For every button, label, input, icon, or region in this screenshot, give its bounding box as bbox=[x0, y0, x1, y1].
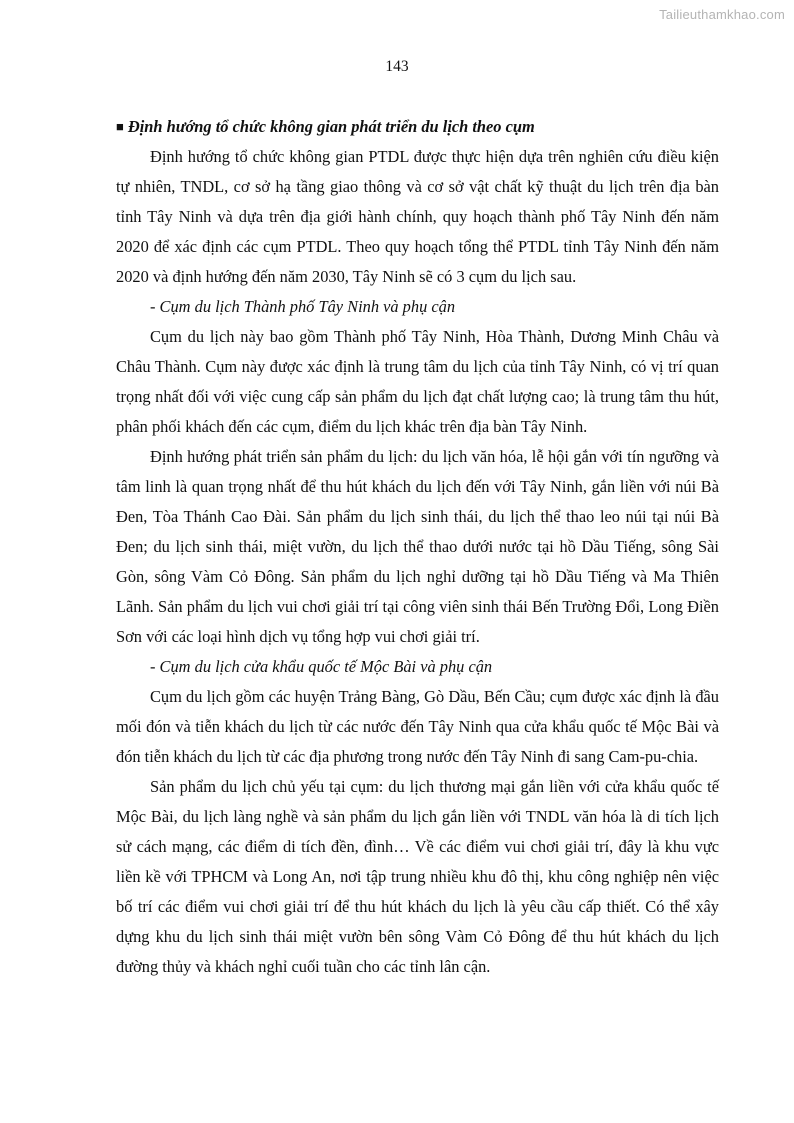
document-body bbox=[116, 110, 719, 982]
page-number: 143 bbox=[385, 58, 409, 75]
cluster-1-paragraph-1: Cụm du lịch này bao gồm Thành phố Tây Ninh, Hòa Thành, Dương Minh Châu và Châu Thành. Cụm này được xác định là trung tâm du lịch của tỉnh Tây Ninh, có vị trí quan trọng nhất đối với việc cung cấp sản phẩm du lịch đạt chất lượng cao; là trung tâm thu hút, phân phối khách đến các cụm, điểm du lịch khác trên địa bàn Tây Ninh. bbox=[116, 327, 719, 436]
cluster-2-paragraph-2: Sản phẩm du lịch chủ yếu tại cụm: du lịch thương mại gắn liền với cửa khẩu quốc tế Mộc Bài, du lịch làng nghề và sản phẩm du lịch gắn liền với TNDL văn hóa là di tích lịch sử cách mạng, các điểm di tích đền, đình… Về các điểm vui chơi giải trí, đây là khu vực liền kề với TPHCM và Long An, nơi tập trung nhiều khu đô thị, khu công nghiệp nên việc bố trí các điểm vui chơi giải trí để thu hút khách du lịch là yêu cầu cấp thiết. Có thể xây dựng khu du lịch sinh thái miệt vườn bên sông Vàm Cỏ Đông để thu hút khách du lịch đường thủy và khách nghỉ cuối tuần cho các tỉnh lân cận. bbox=[116, 777, 719, 976]
cluster-2-title: - Cụm du lịch cửa khẩu quốc tế Mộc Bài và phụ cận bbox=[150, 657, 493, 676]
cluster-1-paragraph-2: Định hướng phát triển sản phẩm du lịch: du lịch văn hóa, lễ hội gắn với tín ngưỡng và tâm linh là quan trọng nhất để thu hút khách du lịch đến với Tây Ninh, gắn liền với núi Bà Đen, Tòa Thánh Cao Đài. Sản phẩm du lịch sinh thái, du lịch thể thao leo núi tại núi Bà Đen; du lịch sinh thái, miệt vườn, du lịch thể thao dưới nước tại hồ Dầu Tiếng, sông Sài Gòn, sông Vàm Cỏ Đông. Sản phẩm du lịch nghỉ dưỡng tại hồ Dầu Tiếng và Ma Thiên Lãnh. Sản phẩm du lịch vui chơi giải trí tại công viên sinh thái Bến Trường Đổi, Long Điền Sơn với các loại hình dịch vụ tổng hợp vui chơi giải trí. bbox=[116, 447, 719, 646]
square-bullet-icon: ■ bbox=[116, 119, 124, 134]
watermark: Tailieuthamkhao.com bbox=[659, 7, 785, 22]
section-heading bbox=[116, 110, 719, 142]
intro-paragraph: Định hướng tổ chức không gian PTDL được thực hiện dựa trên nghiên cứu điều kiện tự nhiên, TNDL, cơ sở hạ tầng giao thông và cơ sở vật chất kỹ thuật du lịch trên địa bàn tỉnh Tây Ninh và dựa trên địa giới hành chính, quy hoạch thành phố Tây Ninh đến năm 2020 để xác định các cụm PTDL. Theo quy hoạch tổng thể PTDL tỉnh Tây Ninh đến năm 2020 và định hướng đến năm 2030, Tây Ninh sẽ có 3 cụm du lịch sau. bbox=[116, 147, 719, 286]
cluster-2-paragraph-1: Cụm du lịch gồm các huyện Trảng Bàng, Gò Dầu, Bến Cầu; cụm được xác định là đầu mối đón và tiễn khách du lịch từ các nước đến Tây Ninh qua cửa khẩu quốc tế Mộc Bài và đón tiễn khách du lịch từ các địa phương trong nước đến Tây Ninh đi sang Cam-pu-chia. bbox=[116, 687, 719, 766]
section-heading-text: Định hướng tổ chức không gian phát triển du lịch theo cụm bbox=[127, 117, 535, 136]
cluster-1-title: - Cụm du lịch Thành phố Tây Ninh và phụ cận bbox=[150, 297, 456, 316]
